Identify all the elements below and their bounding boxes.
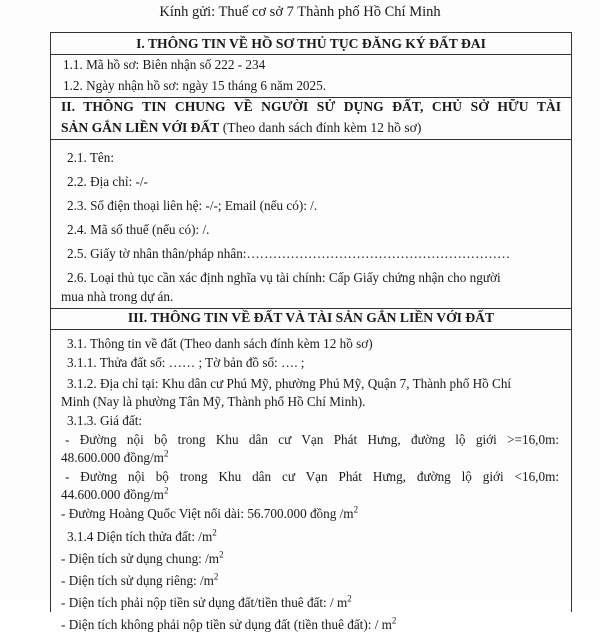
item-2-4: 2.4. Mã số thuế (nếu có): /.	[67, 222, 210, 237]
price-1-value: 48.600.000 đồng/m	[61, 450, 164, 465]
unit-superscript: 2	[219, 549, 224, 560]
divider	[51, 54, 571, 55]
price-2-line1: - Đường nội bộ trong Khu dân cư Vạn Phát Hưng, đường lộ giới <16,0m:	[65, 469, 559, 484]
unit-superscript: 2	[353, 504, 359, 515]
price-3	[61, 506, 563, 522]
area-common	[61, 551, 563, 567]
item-2-6-line2: mua nhà trong dự án.	[61, 289, 174, 304]
price-3-value: - Đường Hoàng Quốc Việt nối dài: 56.700.000 đồng /m	[61, 506, 354, 521]
area-private	[61, 573, 563, 589]
unit-superscript: 2	[212, 527, 217, 538]
item-3-1-2-line2: Minh (Nay là phường Tân Mỹ, Thành phố Hồ Chí Minh).	[61, 394, 366, 409]
item-3-1-4	[67, 529, 563, 545]
section-1-title: I. THÔNG TIN VỀ HỒ SƠ THỦ TỤC ĐĂNG KÝ ĐẤT ĐAI	[136, 36, 486, 51]
price-2-value: 44.600.000 đồng/m	[61, 487, 164, 502]
item-2-1: 2.1. Tên:	[67, 150, 115, 165]
area-fee	[61, 595, 563, 611]
area-nofee-text: - Diện tích không phải nộp tiền sử dụng đất (tiền thuê đất): / m	[61, 617, 392, 632]
recipient-line: Kính gửi: Thuế cơ sở 7 Thành phố Hồ Chí Minh	[159, 4, 441, 20]
price-1-line1: - Đường nội bộ trong Khu dân cư Vạn Phát Hưng, đường lộ giới >=16,0m:	[65, 432, 559, 447]
item-2-2: 2.2. Địa chỉ: -/-	[67, 174, 148, 189]
section-2-title-line2	[61, 120, 563, 136]
area-common-text: - Diện tích sử dụng chung: /m	[61, 551, 220, 566]
form-table	[50, 32, 572, 632]
unit-superscript: 2	[213, 571, 219, 582]
unit-superscript: 2	[163, 485, 169, 496]
item-3-1-3: 3.1.3. Giá đất:	[67, 413, 143, 428]
item-2-6-line1: 2.6. Loại thủ tục cần xác định nghĩa vụ tài chính: Cấp Giấy chứng nhận cho người	[67, 270, 501, 285]
item-1-1: 1.1. Mã hồ sơ: Biên nhận số 222 - 234	[63, 57, 266, 72]
section-2-title-note: (Theo danh sách đính kèm 12 hồ sơ)	[219, 120, 422, 135]
item-3-1-2-line1: 3.1.2. Địa chỉ tại: Khu dân cư Phú Mỹ, phường Phú Mỹ, Quận 7, Thành phố Hồ Chí	[67, 376, 512, 391]
section-2-title-line1: II. THÔNG TIN CHUNG VỀ NGƯỜI SỬ DỤNG ĐẤT, CHỦ SỞ HỮU TÀI	[61, 99, 561, 114]
price-1-line2	[61, 450, 563, 466]
divider	[51, 97, 571, 98]
item-2-3: 2.3. Số điện thoại liên hệ: -/-; Email (nếu có): /.	[67, 198, 318, 213]
area-fee-text: - Diện tích phải nộp tiền sử dụng đất/tiền thuê đất: / m	[61, 595, 348, 610]
item-3-1-4-text: 3.1.4 Diện tích thửa đất: /m	[67, 529, 213, 544]
unit-superscript: 2	[347, 593, 352, 604]
item-1-2: 1.2. Ngày nhận hồ sơ: ngày 15 tháng 6 năm 2025.	[63, 78, 326, 93]
item-3-1-1: 3.1.1. Thửa đất số: …… ; Tờ bản đồ số: …. ;	[67, 355, 305, 370]
item-3-1: 3.1. Thông tin về đất (Theo danh sách đính kèm 12 hồ sơ)	[67, 336, 373, 351]
item-2-5: 2.5. Giấy tờ nhân thân/pháp nhân:……………………………………………………	[67, 246, 511, 261]
price-2-line2	[61, 487, 563, 503]
divider	[51, 139, 571, 140]
area-private-text: - Diện tích sử dụng riêng: /m	[61, 573, 214, 588]
unit-superscript: 2	[391, 615, 397, 626]
section-3-title: III. THÔNG TIN VỀ ĐẤT VÀ TÀI SẢN GẮN LIỀN VỚI ĐẤT	[127, 310, 495, 325]
divider	[51, 329, 571, 330]
section-2-title-bold: SẢN GẮN LIỀN VỚI ĐẤT	[61, 120, 220, 135]
divider	[51, 308, 571, 309]
area-nofee	[61, 617, 563, 633]
unit-superscript: 2	[163, 448, 169, 459]
